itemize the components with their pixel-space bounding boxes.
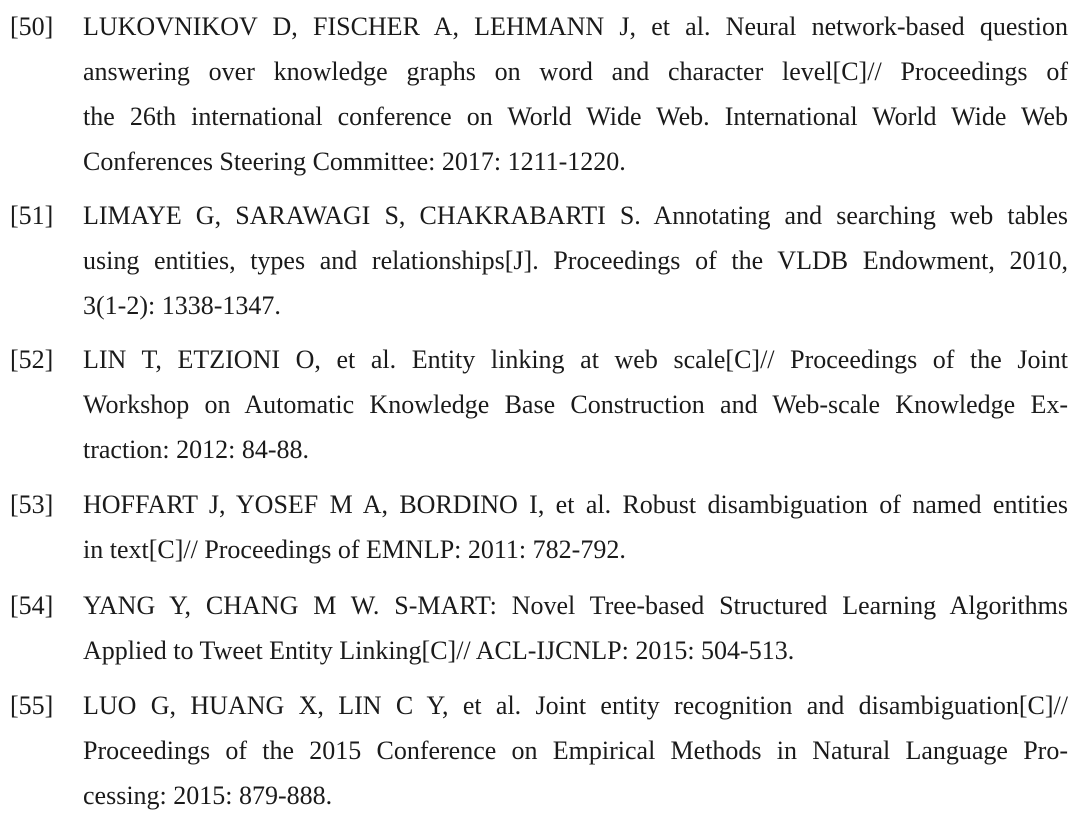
reference-number: [53]	[10, 490, 54, 519]
reference-line: LUKOVNIKOV D, FISCHER A, LEHMANN J, et al. Neural network-based question	[83, 12, 1068, 41]
reference-line: traction: 2012: 84-88.	[83, 435, 310, 464]
reference-line: the 26th international conference on World Wide Web. International World Wide Web	[83, 102, 1068, 131]
reference-text	[83, 583, 1068, 673]
reference-number: [51]	[10, 201, 54, 230]
reference-line: Workshop on Automatic Knowledge Base Construction and Web-scale Knowledge Ex-	[83, 390, 1068, 419]
reference-line: Proceedings of the 2015 Conference on Empirical Methods in Natural Language Pro-	[83, 736, 1068, 765]
reference-line: LIN T, ETZIONI O, et al. Entity linking at web scale[C]// Proceedings of the Joint	[83, 345, 1068, 374]
reference-number: [50]	[10, 12, 54, 41]
reference-line: Applied to Tweet Entity Linking[C]// ACL-IJCNLP: 2015: 504-513.	[83, 636, 795, 665]
reference-line: YANG Y, CHANG M W. S-MART: Novel Tree-based Structured Learning Algorithms	[83, 591, 1068, 620]
reference-line: HOFFART J, YOSEF M A, BORDINO I, et al. Robust disambiguation of named entities	[83, 490, 1068, 519]
reference-text	[83, 337, 1068, 472]
reference-text	[83, 482, 1068, 572]
reference-line: answering over knowledge graphs on word and character level[C]// Proceedings of	[83, 57, 1068, 86]
reference-line: Conferences Steering Committee: 2017: 1211-1220.	[83, 147, 626, 176]
reference-number: [54]	[10, 591, 54, 620]
reference-number: [52]	[10, 345, 54, 374]
reference-line: LUO G, HUANG X, LIN C Y, et al. Joint entity recognition and disambiguation[C]//	[83, 691, 1068, 720]
reference-number: [55]	[10, 691, 54, 720]
reference-line: LIMAYE G, SARAWAGI S, CHAKRABARTI S. Annotating and searching web tables	[83, 201, 1068, 230]
reference-text	[83, 193, 1068, 328]
reference-line: using entities, types and relationships[J]. Proceedings of the VLDB Endowment, 2010,	[83, 246, 1068, 275]
reference-text	[83, 4, 1068, 184]
reference-line: 3(1-2): 1338-1347.	[83, 291, 281, 320]
reference-text	[83, 683, 1068, 818]
reference-line: cessing: 2015: 879-888.	[83, 781, 333, 810]
reference-line: in text[C]// Proceedings of EMNLP: 2011: 782-792.	[83, 535, 626, 564]
